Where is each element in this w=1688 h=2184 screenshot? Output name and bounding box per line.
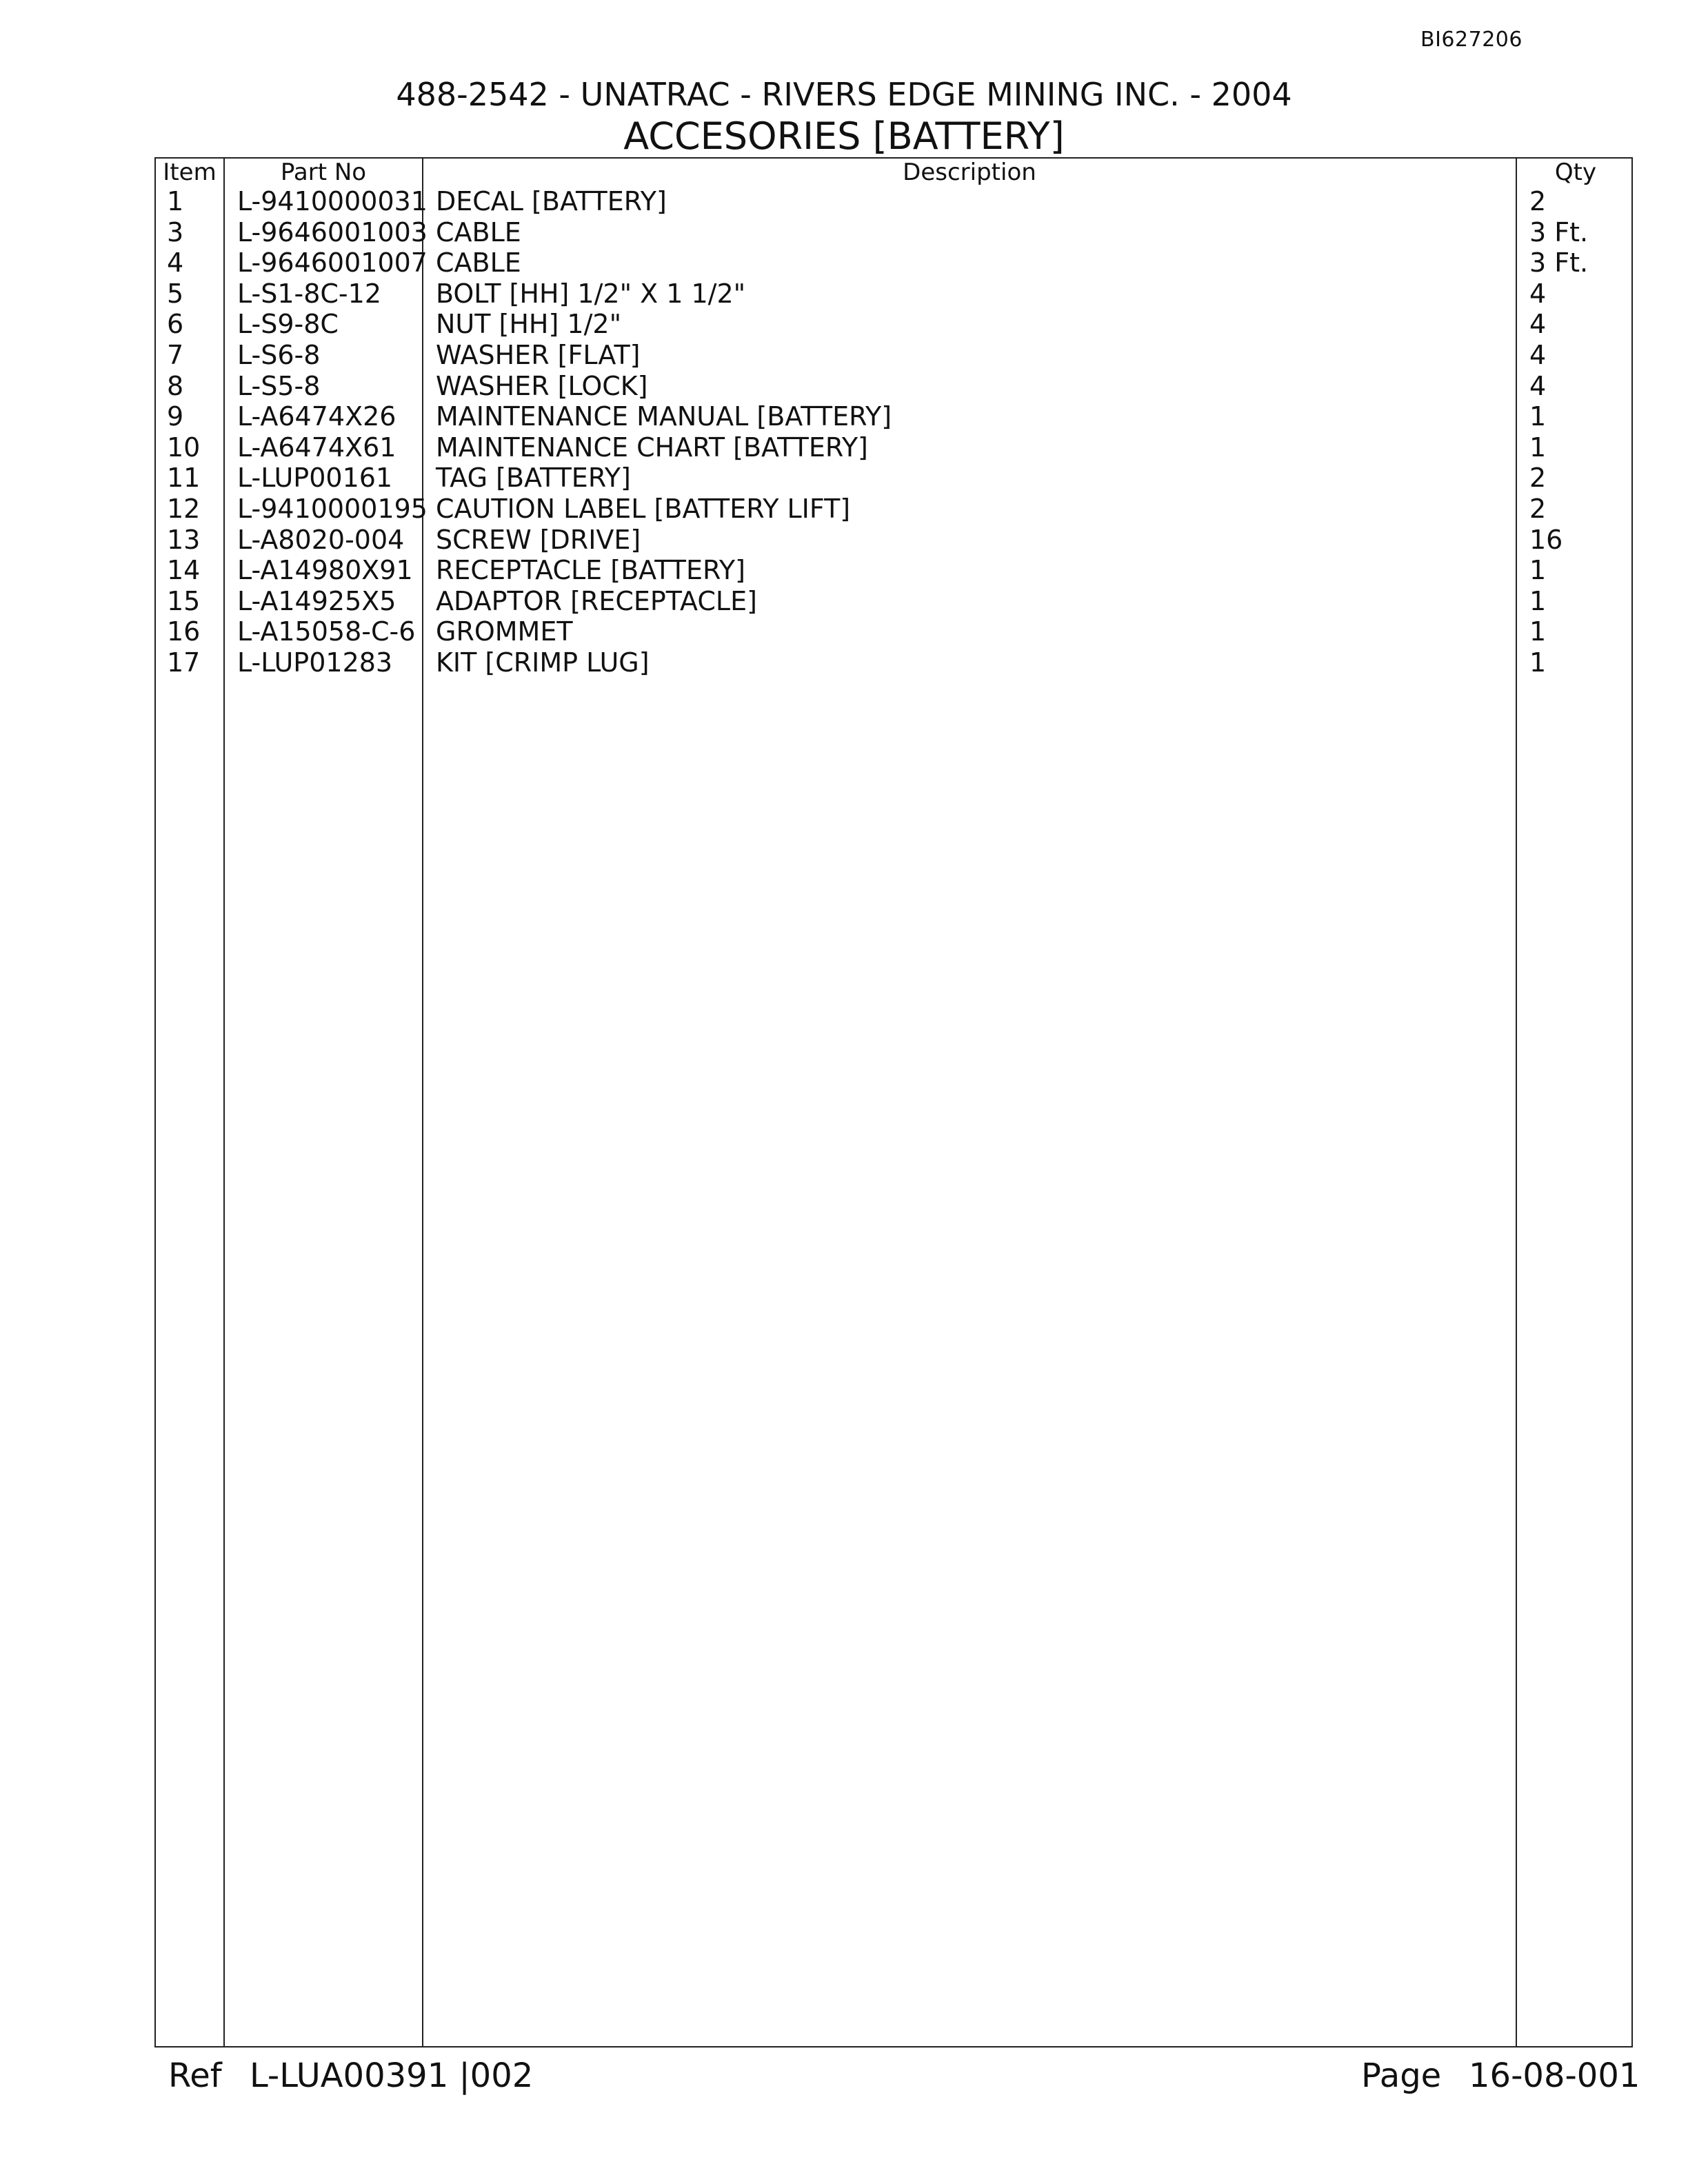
row-part-number: L-S1-8C-12: [237, 278, 381, 309]
row-quantity: 1: [1529, 647, 1547, 678]
table-row: [156, 217, 1631, 248]
row-part-number: L-S5-8: [237, 370, 321, 401]
row-description: MAINTENANCE MANUAL [BATTERY]: [436, 401, 892, 432]
footer-ref-label: Ref: [168, 2056, 222, 2095]
row-quantity: 1: [1529, 585, 1547, 616]
row-description: BOLT [HH] 1/2" X 1 1/2": [436, 278, 746, 309]
column-header-item: Item: [163, 159, 217, 186]
table-row: [156, 432, 1631, 463]
table-row: [156, 340, 1631, 371]
row-item-number: 6: [167, 309, 184, 340]
table-row: [156, 616, 1631, 647]
table-row: [156, 186, 1631, 217]
table-row: [156, 247, 1631, 279]
row-item-number: 10: [167, 432, 201, 463]
row-item-number: 14: [167, 555, 201, 586]
row-item-number: 5: [167, 278, 184, 309]
row-item-number: 7: [167, 339, 184, 370]
row-item-number: 13: [167, 524, 201, 555]
table-row: [156, 401, 1631, 432]
row-part-number: L-A8020-004: [237, 524, 405, 555]
row-quantity: 4: [1529, 370, 1547, 401]
row-description: SCREW [DRIVE]: [436, 524, 641, 555]
row-description: KIT [CRIMP LUG]: [436, 647, 650, 678]
row-quantity: 4: [1529, 339, 1547, 370]
table-row: [156, 463, 1631, 494]
row-description: GROMMET: [436, 616, 573, 647]
row-part-number: L-9410000031: [237, 186, 428, 216]
row-part-number: L-9646001007: [237, 247, 428, 279]
footer-page-value: 16-08-001: [1469, 2056, 1640, 2095]
row-quantity: 16: [1529, 524, 1563, 555]
table-row: [156, 647, 1631, 678]
row-item-number: 3: [167, 216, 184, 247]
row-part-number: L-A14980X91: [237, 555, 413, 586]
column-header-part-no: Part No: [280, 159, 367, 186]
table-row: [156, 309, 1631, 340]
row-item-number: 11: [167, 463, 201, 494]
footer-ref-value: L-LUA00391 |002: [250, 2056, 534, 2095]
row-quantity: 1: [1529, 432, 1547, 463]
row-description: ADAPTOR [RECEPTACLE]: [436, 585, 757, 616]
row-quantity: 2: [1529, 493, 1547, 524]
row-description: WASHER [FLAT]: [436, 339, 641, 370]
row-part-number: L-A14925X5: [237, 585, 396, 616]
row-description: CABLE: [436, 216, 521, 247]
document-title: 488-2542 - UNATRAC - RIVERS EDGE MINING INC. - 2004: [396, 76, 1292, 113]
row-description: TAG [BATTERY]: [436, 463, 631, 494]
document-id: BI627206: [1420, 28, 1523, 52]
row-part-number: L-LUP00161: [237, 463, 393, 494]
row-part-number: L-A15058-C-6: [237, 616, 416, 647]
table-row: [156, 555, 1631, 586]
row-quantity: 2: [1529, 186, 1547, 216]
table-row: [156, 525, 1631, 556]
row-description: NUT [HH] 1/2": [436, 309, 622, 340]
row-item-number: 15: [167, 585, 201, 616]
row-part-number: L-LUP01283: [237, 647, 393, 678]
column-header-description: Description: [903, 159, 1036, 186]
row-quantity: 1: [1529, 616, 1547, 647]
row-quantity: 1: [1529, 555, 1547, 586]
table-row: [156, 371, 1631, 402]
row-part-number: L-A6474X61: [237, 432, 396, 463]
table-row: [156, 279, 1631, 310]
row-quantity: 2: [1529, 463, 1547, 494]
row-item-number: 4: [167, 247, 184, 279]
row-item-number: 12: [167, 493, 201, 524]
row-item-number: 16: [167, 616, 201, 647]
row-item-number: 8: [167, 370, 184, 401]
row-part-number: L-S9-8C: [237, 309, 339, 340]
row-quantity: 1: [1529, 401, 1547, 432]
table-body: [156, 186, 1631, 678]
table-row: [156, 494, 1631, 525]
row-item-number: 17: [167, 647, 201, 678]
parts-table: [154, 157, 1633, 2048]
row-part-number: L-S6-8: [237, 339, 321, 370]
row-quantity: 3 Ft.: [1529, 247, 1589, 279]
section-title: ACCESORIES [BATTERY]: [623, 114, 1065, 158]
row-quantity: 3 Ft.: [1529, 216, 1589, 247]
row-description: RECEPTACLE [BATTERY]: [436, 555, 745, 586]
row-part-number: L-9646001003: [237, 216, 428, 247]
table-row: [156, 586, 1631, 617]
row-part-number: L-9410000195: [237, 493, 428, 524]
row-description: DECAL [BATTERY]: [436, 186, 667, 216]
row-part-number: L-A6474X26: [237, 401, 396, 432]
footer-page-label: Page: [1361, 2056, 1442, 2095]
row-item-number: 9: [167, 401, 184, 432]
row-item-number: 1: [167, 186, 184, 216]
row-description: WASHER [LOCK]: [436, 370, 648, 401]
row-quantity: 4: [1529, 278, 1547, 309]
row-description: CABLE: [436, 247, 521, 279]
row-description: CAUTION LABEL [BATTERY LIFT]: [436, 493, 851, 524]
row-quantity: 4: [1529, 309, 1547, 340]
row-description: MAINTENANCE CHART [BATTERY]: [436, 432, 868, 463]
column-header-qty: Qty: [1554, 159, 1597, 186]
